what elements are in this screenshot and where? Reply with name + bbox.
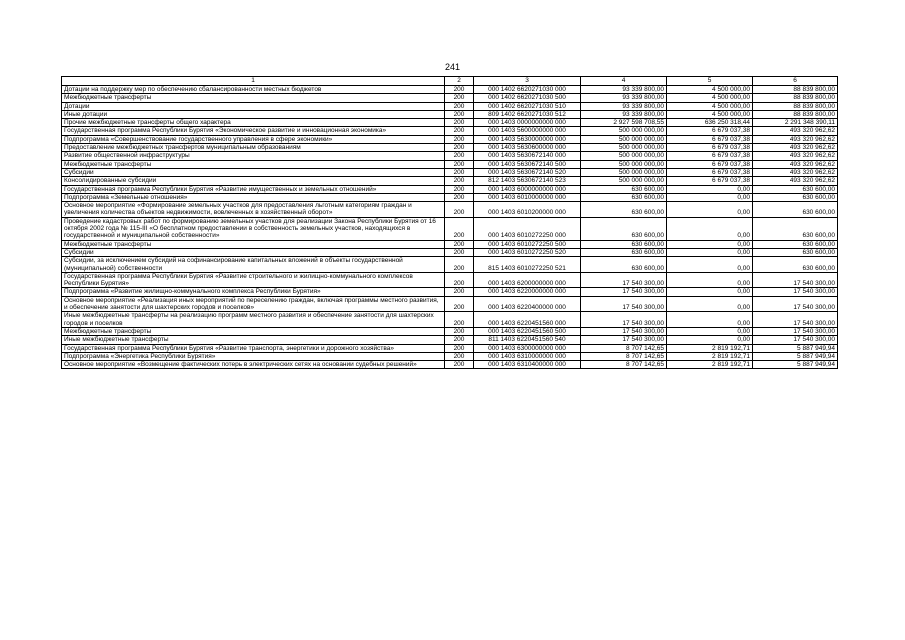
amount-col-6: 88 839 800,00 [753, 86, 838, 94]
amount-col-4: 93 339 800,00 [581, 94, 667, 102]
column-header: 6 [753, 77, 838, 86]
amount-col-5: 0,00 [667, 185, 753, 193]
amount-col-4: 630 600,00 [581, 257, 667, 273]
budget-code: 815 1403 6010272250 521 [474, 257, 581, 273]
amount-col-4: 17 540 300,00 [581, 327, 667, 335]
budget-code: 000 1403 6010272250 000 [474, 217, 581, 240]
table-row [62, 344, 838, 352]
amount-col-4: 17 540 300,00 [581, 312, 667, 328]
row-column-2: 200 [445, 185, 474, 193]
amount-col-6: 493 320 962,62 [753, 168, 838, 176]
amount-col-6: 493 320 962,62 [753, 152, 838, 160]
amount-col-5: 2 819 192,71 [667, 352, 753, 360]
amount-col-5: 2 819 192,71 [667, 344, 753, 352]
row-name: Основное мероприятие «Формирование земельных участков для предоставления льготным категориям граждан и увеличения количества объектов недвижимости, вовлеченных в хозяйственный оборот» [62, 202, 445, 218]
amount-col-4: 17 540 300,00 [581, 272, 667, 288]
budget-code: 000 1403 6220000000 000 [474, 288, 581, 296]
row-column-2: 200 [445, 94, 474, 102]
amount-col-6: 630 600,00 [753, 240, 838, 248]
row-column-2: 200 [445, 193, 474, 201]
amount-col-6: 17 540 300,00 [753, 312, 838, 328]
amount-col-5: 4 500 000,00 [667, 102, 753, 110]
row-name: Субсидии [62, 168, 445, 176]
table-row [62, 168, 838, 176]
row-name: Иные межбюджетные трансферты на реализацию программ местного развития и обеспечение занятости для шахтерских городов и поселков [62, 312, 445, 328]
budget-code: 000 1403 5630000000 000 [474, 135, 581, 143]
row-column-2: 200 [445, 217, 474, 240]
amount-col-4: 630 600,00 [581, 217, 667, 240]
budget-code: 000 1403 6220400000 000 [474, 296, 581, 312]
amount-col-5: 4 500 000,00 [667, 94, 753, 102]
row-column-2: 200 [445, 119, 474, 127]
column-header: 5 [667, 77, 753, 86]
row-column-2: 200 [445, 336, 474, 344]
budget-table [61, 76, 838, 369]
row-column-2: 200 [445, 240, 474, 248]
row-column-2: 200 [445, 288, 474, 296]
row-name: Подпрограмма «Развитие жилищно-коммунального комплекса Республики Бурятия» [62, 288, 445, 296]
budget-code: 812 1403 5630672140 523 [474, 177, 581, 185]
row-column-2: 200 [445, 202, 474, 218]
row-name: Межбюджетные трансферты [62, 327, 445, 335]
table-row [62, 110, 838, 118]
row-column-2: 200 [445, 344, 474, 352]
amount-col-4: 93 339 800,00 [581, 102, 667, 110]
amount-col-4: 500 000 000,00 [581, 144, 667, 152]
budget-code: 000 1403 6010200000 000 [474, 202, 581, 218]
table-row [62, 202, 838, 218]
row-name: Основное мероприятие «Реализация иных мероприятий по переселению граждан, включая программы местного развития, и обеспечение занятости для шахтерских городов и поселков» [62, 296, 445, 312]
row-column-2: 200 [445, 127, 474, 135]
row-column-2: 200 [445, 144, 474, 152]
row-name: Государственная программа Республики Бурятия «Развитие транспорта, энергетики и дорожного хозяйства» [62, 344, 445, 352]
amount-col-4: 8 707 142,65 [581, 344, 667, 352]
row-name: Государственная программа Республики Бурятия «Развитие имущественных и земельных отношений» [62, 185, 445, 193]
row-column-2: 200 [445, 110, 474, 118]
amount-col-6: 630 600,00 [753, 257, 838, 273]
amount-col-5: 6 679 037,38 [667, 168, 753, 176]
row-name: Дотации [62, 102, 445, 110]
budget-code: 000 1402 6620271030 000 [474, 86, 581, 94]
row-name: Подпрограмма «Энергетика Республики Бурятия» [62, 352, 445, 360]
row-column-2: 200 [445, 102, 474, 110]
amount-col-5: 6 679 037,38 [667, 160, 753, 168]
row-name: Иные межбюджетные трансферты [62, 336, 445, 344]
amount-col-5: 6 679 037,38 [667, 152, 753, 160]
amount-col-6: 493 320 962,62 [753, 177, 838, 185]
column-header: 1 [62, 77, 445, 86]
amount-col-6: 630 600,00 [753, 185, 838, 193]
row-column-2: 200 [445, 135, 474, 143]
amount-col-6: 493 320 962,62 [753, 135, 838, 143]
amount-col-5: 0,00 [667, 257, 753, 273]
amount-col-5: 0,00 [667, 240, 753, 248]
table-row [62, 272, 838, 288]
amount-col-6: 17 540 300,00 [753, 327, 838, 335]
amount-col-5: 0,00 [667, 248, 753, 256]
table-row [62, 135, 838, 143]
header-row [62, 77, 838, 86]
budget-code: 000 1403 6200000000 000 [474, 272, 581, 288]
table-row [62, 361, 838, 369]
amount-col-5: 6 679 037,38 [667, 144, 753, 152]
table-row [62, 352, 838, 360]
table-row [62, 177, 838, 185]
budget-code: 811 1403 6220451560 540 [474, 336, 581, 344]
budget-code: 000 1403 6000000000 000 [474, 185, 581, 193]
table-row [62, 288, 838, 296]
budget-code: 000 1403 5630672140 520 [474, 168, 581, 176]
row-column-2: 200 [445, 257, 474, 273]
page-number: 241 [444, 62, 461, 72]
amount-col-6: 630 600,00 [753, 202, 838, 218]
amount-col-5: 0,00 [667, 336, 753, 344]
table-row [62, 312, 838, 328]
table-row [62, 160, 838, 168]
budget-code: 000 1403 6010272250 520 [474, 248, 581, 256]
row-column-2: 200 [445, 296, 474, 312]
row-column-2: 200 [445, 327, 474, 335]
amount-col-6: 17 540 300,00 [753, 272, 838, 288]
budget-code: 809 1402 6620271030 512 [474, 110, 581, 118]
table-row [62, 102, 838, 110]
amount-col-4: 630 600,00 [581, 240, 667, 248]
row-column-2: 200 [445, 168, 474, 176]
budget-code: 000 1403 5630600000 000 [474, 144, 581, 152]
amount-col-4: 17 540 300,00 [581, 336, 667, 344]
budget-code: 000 1403 6310400000 000 [474, 361, 581, 369]
amount-col-4: 500 000 000,00 [581, 127, 667, 135]
budget-code: 000 1402 6620271030 500 [474, 94, 581, 102]
amount-col-6: 493 320 962,62 [753, 144, 838, 152]
table-row [62, 327, 838, 335]
amount-col-6: 5 887 949,94 [753, 352, 838, 360]
column-header: 4 [581, 77, 667, 86]
amount-col-6: 493 320 962,62 [753, 160, 838, 168]
amount-col-4: 500 000 000,00 [581, 160, 667, 168]
amount-col-5: 636 250 318,44 [667, 119, 753, 127]
amount-col-4: 17 540 300,00 [581, 288, 667, 296]
amount-col-5: 4 500 000,00 [667, 110, 753, 118]
amount-col-5: 2 819 192,71 [667, 361, 753, 369]
amount-col-4: 17 540 300,00 [581, 296, 667, 312]
row-name: Иные дотации [62, 110, 445, 118]
amount-col-5: 6 679 037,38 [667, 135, 753, 143]
amount-col-5: 0,00 [667, 217, 753, 240]
amount-col-6: 17 540 300,00 [753, 336, 838, 344]
amount-col-5: 0,00 [667, 312, 753, 328]
amount-col-4: 630 600,00 [581, 248, 667, 256]
budget-code: 000 1403 5630672140 000 [474, 152, 581, 160]
amount-col-4: 93 339 800,00 [581, 110, 667, 118]
amount-col-6: 630 600,00 [753, 193, 838, 201]
amount-col-4: 500 000 000,00 [581, 135, 667, 143]
row-name: Субсидии [62, 248, 445, 256]
table-row [62, 336, 838, 344]
row-name: Межбюджетные трансферты [62, 94, 445, 102]
amount-col-6: 88 839 800,00 [753, 94, 838, 102]
amount-col-5: 6 679 037,38 [667, 177, 753, 185]
table-row [62, 119, 838, 127]
row-column-2: 200 [445, 272, 474, 288]
amount-col-4: 630 600,00 [581, 202, 667, 218]
amount-col-5: 4 500 000,00 [667, 86, 753, 94]
row-column-2: 200 [445, 177, 474, 185]
budget-code: 000 1403 6010272250 500 [474, 240, 581, 248]
budget-code: 000 1403 6220451560 000 [474, 312, 581, 328]
amount-col-4: 500 000 000,00 [581, 177, 667, 185]
amount-col-5: 0,00 [667, 202, 753, 218]
amount-col-4: 93 339 800,00 [581, 86, 667, 94]
row-column-2: 200 [445, 361, 474, 369]
row-column-2: 200 [445, 152, 474, 160]
row-name: Дотации на поддержку мер по обеспечению сбалансированности местных бюджетов [62, 86, 445, 94]
amount-col-6: 88 839 800,00 [753, 102, 838, 110]
row-column-2: 200 [445, 160, 474, 168]
row-name: Государственная программа Республики Бурятия «Экономическое развитие и инновационная экономика» [62, 127, 445, 135]
amount-col-6: 5 887 949,94 [753, 361, 838, 369]
row-name: Проведение кадастровых работ по формированию земельных участков для реализации Закона Республики Бурятия от 16 октября 2002 года № 115-III «О бесплатном предоставлении в собственность земельных участков, находящихся в государственной и муниципальной собственности» [62, 217, 445, 240]
row-column-2: 200 [445, 248, 474, 256]
row-column-2: 200 [445, 86, 474, 94]
table-row [62, 217, 838, 240]
amount-col-6: 2 291 348 390,11 [753, 119, 838, 127]
table-row [62, 248, 838, 256]
row-name: Межбюджетные трансферты [62, 240, 445, 248]
budget-code: 000 1403 6300000000 000 [474, 344, 581, 352]
budget-code: 000 1403 6010000000 000 [474, 193, 581, 201]
amount-col-4: 8 707 142,65 [581, 361, 667, 369]
budget-code: 000 1403 0000000000 000 [474, 119, 581, 127]
budget-code: 000 1403 6220451560 500 [474, 327, 581, 335]
amount-col-4: 500 000 000,00 [581, 168, 667, 176]
amount-col-4: 500 000 000,00 [581, 152, 667, 160]
row-name: Развитие общественной инфраструктуры [62, 152, 445, 160]
row-name: Субсидии, за исключением субсидий на софинансирование капитальных вложений в объекты государственной (муниципальной) собственности [62, 257, 445, 273]
amount-col-6: 5 887 949,94 [753, 344, 838, 352]
row-name: Межбюджетные трансферты [62, 160, 445, 168]
row-name: Прочие межбюджетные трансферты общего характера [62, 119, 445, 127]
row-name: Государственная программа Республики Бурятия «Развитие строительного и жилищно-коммунального комплексов Республики Бурятия» [62, 272, 445, 288]
amount-col-5: 0,00 [667, 272, 753, 288]
amount-col-4: 8 707 142,65 [581, 352, 667, 360]
row-name: Консолидированные субсидии [62, 177, 445, 185]
amount-col-6: 493 320 962,62 [753, 127, 838, 135]
column-header: 2 [445, 77, 474, 86]
column-header: 3 [474, 77, 581, 86]
amount-col-5: 6 679 037,38 [667, 127, 753, 135]
table-row [62, 152, 838, 160]
row-name: Основное мероприятие «Возмещение фактических потерь в электрических сетях на основании судебных решений» [62, 361, 445, 369]
table-row [62, 86, 838, 94]
amount-col-6: 630 600,00 [753, 217, 838, 240]
row-name: Подпрограмма «Совершенствование государственного управления в сфере экономики» [62, 135, 445, 143]
amount-col-5: 0,00 [667, 296, 753, 312]
table-row [62, 193, 838, 201]
table-row [62, 240, 838, 248]
table-row [62, 185, 838, 193]
table-row [62, 257, 838, 273]
amount-col-6: 630 600,00 [753, 248, 838, 256]
row-name: Предоставление межбюджетных трансфертов муниципальным образованиям [62, 144, 445, 152]
amount-col-4: 630 600,00 [581, 193, 667, 201]
row-column-2: 200 [445, 312, 474, 328]
amount-col-5: 0,00 [667, 193, 753, 201]
amount-col-4: 630 600,00 [581, 185, 667, 193]
table-row [62, 144, 838, 152]
budget-code: 000 1403 6310000000 000 [474, 352, 581, 360]
amount-col-6: 17 540 300,00 [753, 296, 838, 312]
table-row [62, 296, 838, 312]
row-column-2: 200 [445, 352, 474, 360]
amount-col-5: 0,00 [667, 327, 753, 335]
budget-code: 000 1402 6620271030 510 [474, 102, 581, 110]
table-row [62, 94, 838, 102]
amount-col-4: 2 927 598 708,55 [581, 119, 667, 127]
amount-col-6: 88 839 800,00 [753, 110, 838, 118]
row-name: Подпрограмма «Земельные отношения» [62, 193, 445, 201]
amount-col-6: 17 540 300,00 [753, 288, 838, 296]
amount-col-5: 0,00 [667, 288, 753, 296]
budget-code: 000 1403 5630672140 500 [474, 160, 581, 168]
budget-code: 000 1403 5600000000 000 [474, 127, 581, 135]
table-row [62, 127, 838, 135]
